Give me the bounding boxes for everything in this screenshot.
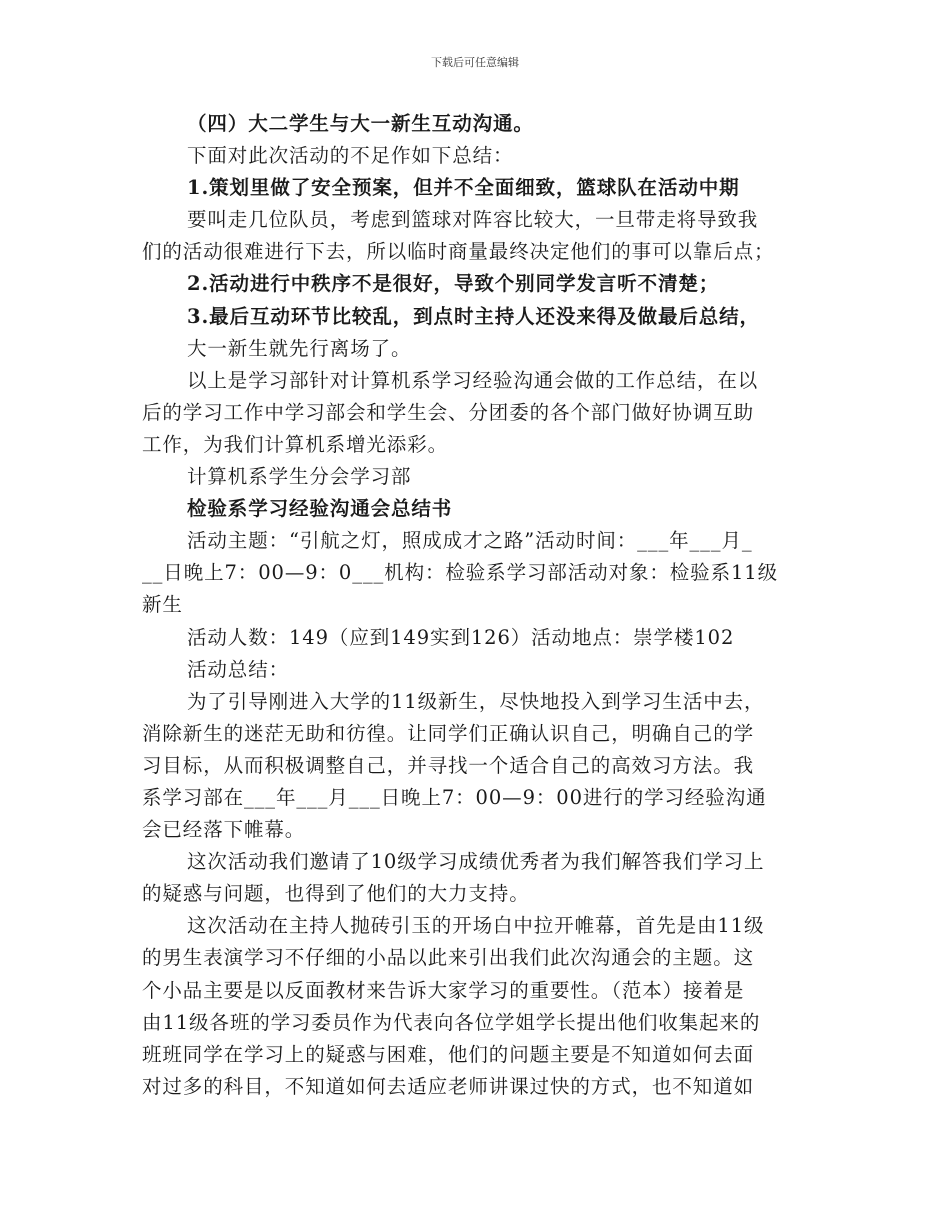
paragraph-line: __日晚上7：00—9：0___机构：检验系学习部活动对象：检验系11级: [142, 561, 778, 585]
heading-line: 3.最后互动环节比较乱，到点时主持人还没来得及做最后总结，: [187, 304, 760, 328]
paragraph-line: 活动人数：149（应到149实到126）活动地点：崇学楼102: [187, 625, 735, 649]
paragraph-line: 习目标，从而积极调整自己，并寻找一个适合自己的高效习方法。我: [142, 753, 755, 777]
document-body: [142, 108, 810, 1103]
page-header: 下载后可任意编辑: [431, 56, 519, 69]
paragraph-line: 计算机系学生分会学习部: [187, 465, 412, 489]
paragraph-line: 班班同学在学习上的疑惑与困难，他们的问题主要是不知道如何去面: [142, 1042, 755, 1066]
paragraph-line: 活动总结：: [187, 657, 290, 681]
paragraph-line: 个小品主要是以反面教材来告诉大家学习的重要性。（范本）接着是: [142, 978, 745, 1002]
heading-line: 2.活动进行中秩序不是很好，导致个别同学发言听不清楚；: [187, 272, 720, 296]
paragraph-line: 这次活动我们邀请了10级学习成绩优秀者为我们解答我们学习上: [187, 850, 765, 874]
paragraph-line: 由11级各班的学习委员作为代表向各位学姐学长提出他们收集起来的: [142, 1010, 761, 1034]
paragraph-line: 要叫走几位队员，考虑到篮球对阵容比较大，一旦带走将导致我: [187, 208, 759, 232]
heading-line: 检验系学习经验沟通会总结书: [187, 497, 453, 521]
paragraph-line: 对过多的科目，不知道如何去适应老师讲课过快的方式，也不知道如: [142, 1074, 755, 1098]
paragraph-line: 大一新生就先行离场了。: [187, 336, 412, 360]
paragraph-line: 新生: [142, 593, 183, 617]
paragraph-line: 工作，为我们计算机系增光添彩。: [142, 432, 449, 456]
paragraph-line: 会已经落下帷幕。: [142, 818, 306, 842]
heading-line: 1.策划里做了安全预案，但并不全面细致，篮球队在活动中期: [187, 176, 740, 200]
paragraph-line: 下面对此次活动的不足作如下总结：: [187, 144, 514, 168]
paragraph-line: 们的活动很难进行下去，所以临时商量最终决定他们的事可以靠后点；: [142, 240, 775, 264]
paragraph-line: 以上是学习部针对计算机系学习经验沟通会做的工作总结，在以: [187, 368, 759, 392]
paragraph-line: 系学习部在___年___月___日晚上7：00—9：00进行的学习经验沟通: [142, 785, 767, 809]
heading-line: （四）大二学生与大一新生互动沟通。: [187, 112, 534, 135]
paragraph-line: 这次活动在主持人抛砖引玉的开场白中拉开帷幕，首先是由11级: [187, 914, 765, 938]
paragraph-line: 的疑惑与问题，也得到了他们的大力支持。: [142, 882, 530, 906]
paragraph-line: 消除新生的迷茫无助和彷徨。让同学们正确认识自己，明确自己的学: [142, 721, 755, 745]
paragraph-line: 的男生表演学习不仔细的小品以此来引出我们此次沟通会的主题。这: [142, 946, 755, 970]
paragraph-line: 为了引导刚进入大学的11级新生，尽快地投入到学习生活中去，: [187, 689, 765, 713]
paragraph-line: 活动主题：“引航之灯，照成成才之路”活动时间：___年___月_: [187, 529, 753, 553]
paragraph-line: 后的学习工作中学习部会和学生会、分团委的各个部门做好协调互助: [142, 400, 755, 424]
